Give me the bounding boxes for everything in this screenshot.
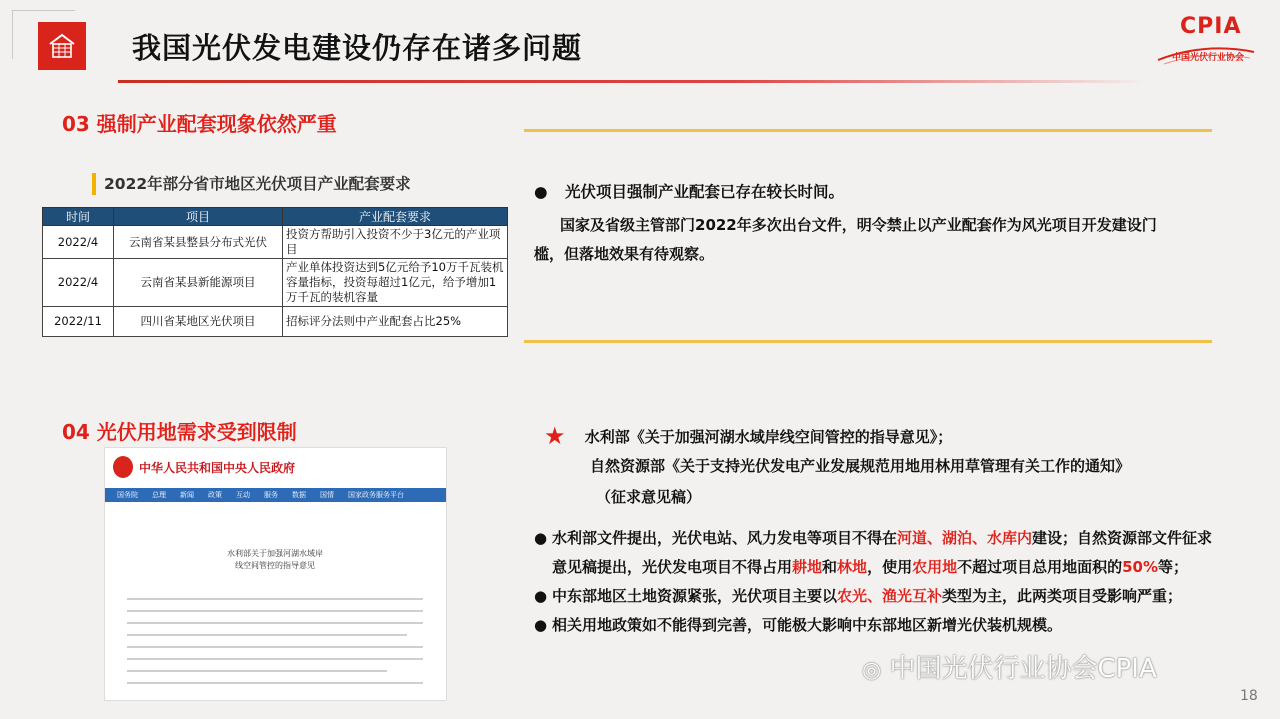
thumb-text-line [127, 598, 423, 600]
list-item [534, 582, 1224, 611]
star-line-2: 自然资源部《关于支持光伏发电产业发展规范用地用林用草管理有关工作的通知》 [590, 457, 1131, 475]
bullet-dot-icon: ● [534, 529, 548, 547]
table-caption: 2022年部分省市地区光伏项目产业配套要求 [92, 173, 411, 195]
wechat-watermark: ◎ 中国光伏行业协会CPIA [862, 654, 1157, 684]
section4-bullet-list [534, 524, 1224, 640]
cell-time: 2022/4 [43, 226, 114, 259]
cell-requirement: 招标评分法则中产业配套占比25% [283, 307, 508, 337]
bullet-text-1: 水利部文件提出，光伏电站、风力发电等项目不得在河道、湖泊、水库内建设；自然资源部文件征求意见稿提出，光伏发电项目不得占用耕地和林地，使用农用地不超过项目总用地面积的50%等； [552, 529, 1213, 576]
thumb-text-line [127, 670, 387, 672]
requirements-table [42, 207, 508, 337]
cell-time: 2022/4 [43, 259, 114, 307]
building-logo-icon [38, 22, 86, 70]
wechat-icon: ◎ [862, 658, 882, 683]
section3-heading: 03 强制产业配套现象依然严重 [62, 112, 337, 136]
thumb-site-title: 中华人民共和国中央人民政府 [139, 461, 296, 475]
list-item [534, 611, 1224, 640]
bullet-dot-icon: ● [534, 587, 548, 605]
cpia-brand: CPIA [1180, 14, 1242, 39]
bullet-text-2: 中东部地区土地资源紧张，光伏项目主要以农光、渔光互补类型为主，此两类项目受影响严重； [552, 587, 1183, 605]
slide-title: 我国光伏发电建设仍存在诸多问题 [132, 31, 583, 65]
section4-heading: 04 光伏用地需求受到限制 [62, 420, 297, 444]
thumb-text-line [127, 622, 423, 624]
bullet-dot-icon: ● [534, 183, 548, 201]
col-requirement: 产业配套要求 [283, 208, 508, 226]
thumb-nav: 国务院 总理 新闻 政策 互动 服务 数据 国情 国家政务服务平台 [105, 488, 446, 502]
section3-bottom-divider [524, 340, 1212, 343]
thumb-text-line [127, 634, 407, 636]
bullet-dot-icon: ● [534, 616, 548, 634]
cell-project: 四川省某地区光伏项目 [114, 307, 283, 337]
thumb-text-line [127, 646, 423, 648]
thumb-text-line [127, 658, 423, 660]
section3-top-divider [524, 129, 1212, 132]
table-row [43, 259, 508, 307]
policy-document-thumbnail [104, 447, 447, 701]
col-project: 项目 [114, 208, 283, 226]
cell-project: 云南省某县整县分布式光伏 [114, 226, 283, 259]
page-number: 18 [1240, 688, 1258, 704]
cell-time: 2022/11 [43, 307, 114, 337]
star-line-3: （征求意见稿） [596, 488, 702, 506]
national-emblem-icon [113, 456, 133, 478]
cell-requirement: 投资方帮助引入投资不少于3亿元的产业项目 [283, 226, 508, 259]
cell-requirement: 产业单体投资达到5亿元给予10万千瓦装机容量指标，投资每超过1亿元，给予增加1万千瓦的装机容量 [283, 259, 508, 307]
thumb-header [105, 448, 446, 488]
thumb-text-line [127, 610, 423, 612]
star-line-1: ★ 水利部《关于加强河湖水域岸线空间管控的指导意见》； [544, 422, 953, 450]
col-time: 时间 [43, 208, 114, 226]
bullet-text-3: 相关用地政策如不能得到完善，可能极大影响中东部地区新增光伏装机规模。 [552, 616, 1063, 634]
cpia-subtitle: 中国光伏行业协会 [1172, 53, 1245, 63]
table-row [43, 226, 508, 259]
thumb-text-line [127, 682, 423, 684]
star-icon: ★ [544, 422, 566, 450]
list-item [534, 524, 1224, 582]
thumb-doc-title: 水利部关于加强河湖水域岸线空间管控的指导意见 [227, 549, 323, 570]
table-row [43, 307, 508, 337]
cell-project: 云南省某县新能源项目 [114, 259, 283, 307]
title-underline [118, 80, 1148, 83]
table-header-row [43, 208, 508, 226]
section3-paragraph: 国家及省级主管部门2022年多次出台文件，明令禁止以产业配套作为风光项目开发建设门槛，但落地效果有待观察。 [534, 216, 1157, 263]
section3-bullet: ● 光伏项目强制产业配套已存在较长时间。 [534, 183, 844, 201]
